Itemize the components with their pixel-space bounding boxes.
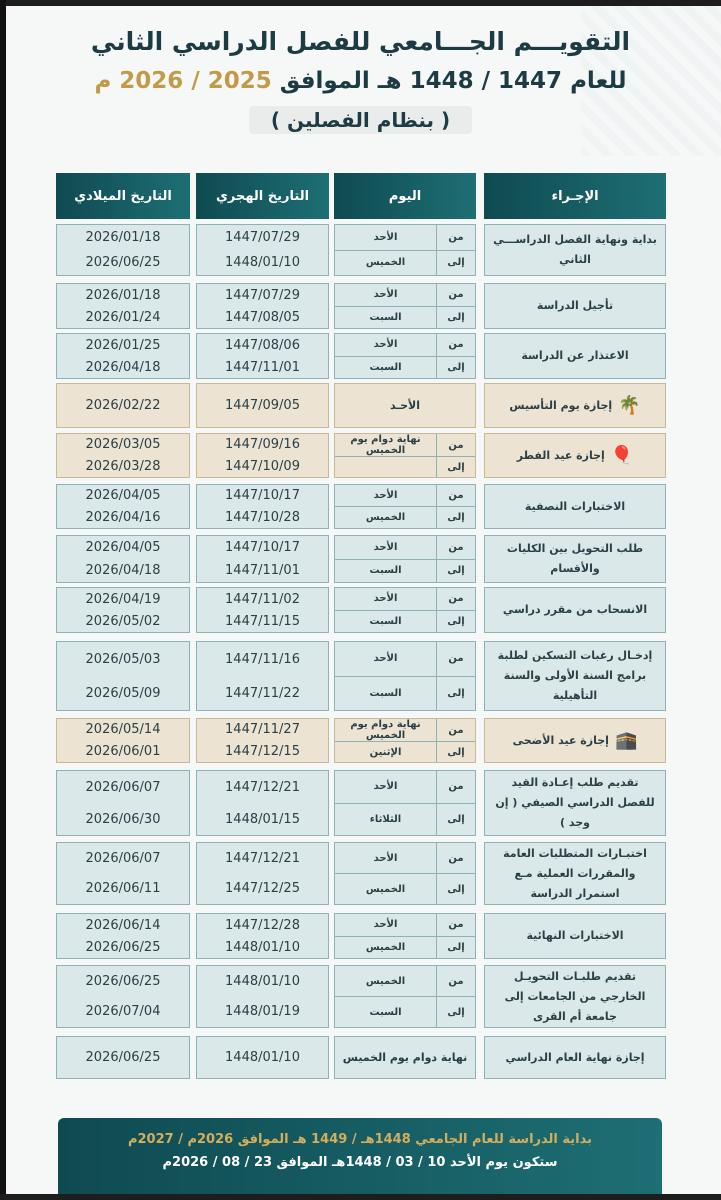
day-from: الأحد bbox=[373, 490, 398, 501]
holiday-icon: 🌴 bbox=[618, 394, 641, 416]
col-header-action: الإجـراء bbox=[484, 173, 666, 219]
footer-line-2: ستكون يوم الأحد 10 / 03 / 1448هـ الموافق 23 / 08 / 2026م bbox=[162, 1155, 558, 1170]
from-label: من bbox=[436, 225, 475, 250]
hijri-date-to: 1447/10/09 bbox=[225, 458, 300, 474]
frame-left bbox=[0, 0, 6, 1200]
day-from-row bbox=[335, 284, 475, 306]
hijri-date-to: 1448/01/15 bbox=[225, 811, 300, 827]
to-label: إلى bbox=[436, 997, 475, 1027]
day-cell bbox=[334, 333, 476, 379]
action-cell bbox=[484, 770, 666, 836]
action-text: تأجيل الدراسة bbox=[536, 299, 614, 312]
hijri-date-cell bbox=[196, 913, 329, 959]
day-cell bbox=[334, 433, 476, 478]
greg-date-to: 2026/05/09 bbox=[85, 685, 161, 701]
hijri-date-cell bbox=[196, 842, 329, 905]
day-cell bbox=[334, 587, 476, 633]
day-to: الخميس bbox=[365, 941, 406, 953]
action-cell bbox=[484, 965, 666, 1028]
system-label: ( بنظام الفصلين ) bbox=[249, 106, 472, 134]
greg-suffix: م bbox=[94, 68, 112, 94]
hijri-date-cell bbox=[196, 1036, 329, 1079]
hijri-years: 1447 / 1448 bbox=[409, 68, 563, 94]
action-text: إجازة عيد الفطر bbox=[516, 448, 605, 462]
day-from: الأحد bbox=[373, 541, 398, 553]
greg-date-cell bbox=[56, 965, 190, 1028]
day-to-row bbox=[335, 559, 475, 583]
hijri-date-to: 1448/01/19 bbox=[225, 1004, 300, 1020]
action-text: الاختبارات النصفية bbox=[524, 499, 626, 513]
greg-date-from: 2026/04/19 bbox=[85, 591, 161, 607]
hijri-date-to: 1447/11/01 bbox=[225, 359, 300, 375]
day-to: السبت bbox=[369, 687, 402, 699]
agree-word: الموافق bbox=[279, 68, 370, 94]
hijri-date-to: 1447/10/28 bbox=[225, 509, 300, 525]
to-label: إلى bbox=[436, 937, 475, 959]
frame-bottom bbox=[0, 1194, 721, 1200]
year-prefix: للعام bbox=[570, 68, 627, 94]
to-label: إلى bbox=[436, 307, 475, 329]
greg-date: 2026/06/25 bbox=[85, 1050, 161, 1065]
day-to-row bbox=[335, 873, 475, 904]
greg-date-from: 2026/04/05 bbox=[85, 488, 161, 504]
day-from-row bbox=[335, 485, 475, 506]
hijri-date-cell bbox=[196, 333, 329, 379]
hijri-date-from: 1447/11/02 bbox=[225, 591, 300, 607]
hijri-date-from: 1447/10/17 bbox=[225, 540, 300, 555]
page-header bbox=[0, 24, 721, 134]
from-label: من bbox=[436, 536, 475, 559]
day-cell bbox=[334, 913, 476, 959]
action-text: إجازة عيد الأضحى bbox=[512, 733, 609, 747]
day-from-row bbox=[335, 843, 475, 873]
action-text: اختبـارات المتطلبات العامة والمقررات العملية مـع استمرار الدراسة bbox=[503, 846, 647, 900]
greg-date-cell bbox=[56, 641, 190, 711]
day-from-row bbox=[335, 771, 475, 803]
hijri-date-from: 1447/11/16 bbox=[225, 651, 300, 667]
hijri-date-to: 1447/12/15 bbox=[225, 743, 300, 759]
day-to-row bbox=[335, 803, 475, 836]
day-to-row bbox=[335, 250, 475, 276]
day-to: السبت bbox=[369, 615, 402, 627]
day-from-row bbox=[335, 434, 475, 456]
from-label: من bbox=[436, 642, 475, 676]
day-cell bbox=[334, 965, 476, 1028]
from-label: من bbox=[436, 719, 475, 741]
greg-date-from: 2026/01/18 bbox=[85, 230, 161, 245]
hijri-date-cell bbox=[196, 718, 329, 763]
hijri-date-from: 1447/12/21 bbox=[225, 779, 300, 795]
greg-date-from: 2026/06/07 bbox=[85, 850, 161, 866]
action-cell bbox=[484, 224, 666, 276]
hijri-date-cell bbox=[196, 224, 329, 276]
hijri-date-cell bbox=[196, 587, 329, 633]
day-from-row bbox=[335, 914, 475, 936]
day-to: الخميس bbox=[365, 257, 406, 269]
greg-date-cell bbox=[56, 587, 190, 633]
action-cell bbox=[484, 283, 666, 329]
action-text: الاختبارات النهائية bbox=[526, 929, 624, 942]
to-label: إلى bbox=[436, 507, 475, 528]
from-label: من bbox=[436, 284, 475, 306]
day-from: نهاية دوام يوم الخميس bbox=[350, 434, 421, 456]
hijri-date-from: 1447/07/29 bbox=[225, 230, 300, 245]
day-to: السبت bbox=[369, 1006, 402, 1018]
hijri-date-cell bbox=[196, 641, 329, 711]
day-to-row bbox=[335, 506, 475, 528]
greg-date-to: 2026/06/30 bbox=[85, 811, 161, 827]
to-label: إلى bbox=[436, 560, 475, 583]
hijri-date-to: 1447/11/15 bbox=[225, 613, 300, 629]
action-text: إجازة نهاية العام الدراسي bbox=[505, 1050, 645, 1064]
to-label: إلى bbox=[436, 677, 475, 711]
greg-date-cell bbox=[56, 333, 190, 379]
action-cell bbox=[484, 433, 666, 478]
day-to-row bbox=[335, 936, 475, 959]
hijri-date-cell bbox=[196, 433, 329, 478]
day-from-row bbox=[335, 225, 475, 250]
day-cell bbox=[334, 484, 476, 529]
greg-date-to: 2026/07/04 bbox=[85, 1004, 161, 1020]
action-text: طلب التحويل بين الكليات والأقسام bbox=[506, 542, 644, 575]
action-cell bbox=[484, 587, 666, 633]
day-cell bbox=[334, 718, 476, 763]
hijri-date-from: 1447/12/28 bbox=[225, 917, 300, 933]
greg-date-from: 2026/06/14 bbox=[85, 917, 161, 933]
hijri-date-cell bbox=[196, 535, 329, 583]
action-text: تقديم طلبـات التحويـل الخارجي من الجامعات إلى جامعة أم القرى bbox=[504, 969, 646, 1023]
day-to: الإثنين bbox=[369, 746, 402, 758]
day-to-row bbox=[335, 996, 475, 1027]
greg-date-cell bbox=[56, 224, 190, 276]
greg-date-cell bbox=[56, 718, 190, 763]
from-label: من bbox=[436, 771, 475, 803]
greg-date-from: 2026/05/03 bbox=[85, 651, 161, 667]
day-to: السبت bbox=[369, 565, 402, 577]
day-cell bbox=[334, 224, 476, 276]
day-from-row bbox=[335, 536, 475, 559]
greg-date-cell bbox=[56, 913, 190, 959]
day-to-row bbox=[335, 610, 475, 633]
hijri-date-cell bbox=[196, 965, 329, 1028]
day-cell bbox=[334, 770, 476, 836]
greg-date-from: 2026/01/25 bbox=[85, 337, 161, 353]
action-cell bbox=[484, 913, 666, 959]
hijri-date-from: 1447/12/21 bbox=[225, 850, 300, 866]
from-label: من bbox=[436, 914, 475, 936]
action-cell bbox=[484, 535, 666, 583]
holiday-icon: 🎈 bbox=[610, 444, 634, 466]
to-label: إلى bbox=[436, 611, 475, 633]
hijri-date-from: 1447/08/06 bbox=[225, 337, 300, 353]
greg-date-from: 2026/03/05 bbox=[85, 437, 161, 453]
greg-date-to: 2026/06/25 bbox=[85, 255, 161, 270]
greg-date-cell bbox=[56, 484, 190, 529]
action-text: تقديم طلب إعـادة القيد للفصل الدراسي الصيفي ( إن وجد ) bbox=[495, 776, 655, 829]
greg-date-cell bbox=[56, 535, 190, 583]
greg-date-cell bbox=[56, 383, 190, 428]
to-label: إلى bbox=[436, 457, 475, 477]
greg-date-cell bbox=[56, 842, 190, 905]
day-from: الأحد bbox=[373, 781, 398, 793]
col-header-day: اليوم bbox=[334, 173, 476, 219]
col-header-hijri: التاريخ الهجري bbox=[196, 173, 329, 219]
day-from: الأحد bbox=[373, 852, 398, 864]
col-header-greg: التاريخ الميلادي bbox=[56, 173, 190, 219]
greg-date-from: 2026/06/25 bbox=[85, 973, 161, 989]
from-label: من bbox=[436, 334, 475, 356]
greg-date-from: 2026/05/14 bbox=[85, 722, 161, 738]
from-label: من bbox=[436, 966, 475, 996]
to-label: إلى bbox=[436, 804, 475, 836]
hijri-date-to: 1447/08/05 bbox=[225, 309, 300, 325]
day-to-row bbox=[335, 741, 475, 762]
hijri-date-cell bbox=[196, 484, 329, 529]
day-cell bbox=[334, 842, 476, 905]
greg-date-from: 2026/04/05 bbox=[85, 540, 161, 555]
day-to: الخميس bbox=[365, 883, 406, 895]
action-cell bbox=[484, 641, 666, 711]
action-cell bbox=[484, 383, 666, 428]
hijri-date-to: 1447/12/25 bbox=[225, 881, 300, 897]
day-cell: الأحـد bbox=[334, 383, 476, 428]
day-to: الخميس bbox=[365, 512, 406, 523]
holiday-icon: 🕋 bbox=[614, 729, 638, 751]
day-to-row bbox=[335, 356, 475, 379]
hijri-date-from: 1447/10/17 bbox=[225, 488, 300, 504]
day-to-row bbox=[335, 676, 475, 711]
hijri-date-to: 1448/01/10 bbox=[225, 255, 300, 270]
day-to: السبت bbox=[369, 311, 402, 323]
hijri-date-from: 1447/11/27 bbox=[225, 722, 300, 738]
day-from-row bbox=[335, 334, 475, 356]
greg-date-to: 2026/04/16 bbox=[85, 509, 161, 525]
footer-line-1: بداية الدراسة للعام الجامعي 1448هـ / 1449 هـ الموافق 2026م / 2027م bbox=[127, 1132, 593, 1147]
day-from-row bbox=[335, 719, 475, 741]
footer-banner bbox=[58, 1118, 662, 1196]
hijri-date-to: 1448/01/10 bbox=[225, 939, 300, 955]
action-cell bbox=[484, 333, 666, 379]
action-cell bbox=[484, 1036, 666, 1079]
day-to: السبت bbox=[369, 361, 402, 373]
page-title: التقويـــم الجـــامعي للفصل الدراسي الثاني bbox=[90, 27, 631, 56]
greg-date-to: 2026/06/25 bbox=[85, 939, 161, 955]
greg-date: 2026/02/22 bbox=[85, 398, 161, 413]
hijri-date-from: 1447/09/16 bbox=[225, 437, 300, 453]
from-label: من bbox=[436, 843, 475, 873]
hijri-date-cell bbox=[196, 283, 329, 329]
action-cell bbox=[484, 718, 666, 763]
day-from: الأحد bbox=[373, 653, 398, 665]
action-text: إجازة يوم التأسيس bbox=[509, 398, 613, 412]
day-from: الأحد bbox=[373, 919, 398, 931]
day-from: الأحد bbox=[373, 231, 398, 243]
hijri-date-to: 1447/11/01 bbox=[225, 563, 300, 578]
greg-date-from: 2026/06/07 bbox=[85, 779, 161, 795]
day-from: الأحد bbox=[373, 289, 398, 301]
greg-date-to: 2026/06/11 bbox=[85, 881, 161, 897]
action-text: الاعتذار عن الدراسة bbox=[521, 349, 629, 362]
day-from: نهاية دوام يوم الخميس bbox=[350, 719, 421, 741]
day-from-row bbox=[335, 966, 475, 996]
day-from: الأحد bbox=[373, 593, 398, 605]
hijri-date: 1447/09/05 bbox=[225, 398, 300, 413]
greg-date-to: 2026/04/18 bbox=[85, 359, 161, 375]
from-label: من bbox=[436, 588, 475, 610]
greg-date-from: 2026/01/18 bbox=[85, 287, 161, 303]
day-to: الثلاثاء bbox=[369, 813, 402, 825]
from-label: من bbox=[436, 485, 475, 506]
hijri-date-cell bbox=[196, 383, 329, 428]
day-from-row bbox=[335, 588, 475, 610]
day-to-row bbox=[335, 306, 475, 329]
to-label: إلى bbox=[436, 742, 475, 762]
greg-date-cell bbox=[56, 770, 190, 836]
hijri-date-to: 1447/11/22 bbox=[225, 685, 300, 701]
greg-date-to: 2026/04/18 bbox=[85, 563, 161, 578]
to-label: إلى bbox=[436, 874, 475, 904]
greg-date-cell bbox=[56, 1036, 190, 1079]
to-label: إلى bbox=[436, 357, 475, 379]
greg-date-to: 2026/05/02 bbox=[85, 613, 161, 629]
greg-years: 2025 / 2026 bbox=[119, 68, 272, 94]
hijri-date-from: 1448/01/10 bbox=[225, 973, 300, 989]
day-cell: نهاية دوام يوم الخميس bbox=[334, 1036, 476, 1079]
day-from-row bbox=[335, 642, 475, 676]
greg-date-to: 2026/06/01 bbox=[85, 743, 161, 759]
day-from: الأحد bbox=[373, 339, 398, 351]
from-label: من bbox=[436, 434, 475, 456]
greg-date-cell bbox=[56, 433, 190, 478]
to-label: إلى bbox=[436, 251, 475, 276]
page-subtitle bbox=[0, 64, 721, 98]
greg-date-to: 2026/03/28 bbox=[85, 458, 161, 474]
hijri-date-from: 1447/07/29 bbox=[225, 287, 300, 303]
day-cell bbox=[334, 641, 476, 711]
hijri-suffix: هـ bbox=[377, 68, 402, 94]
hijri-date-cell bbox=[196, 770, 329, 836]
action-text: الانسحاب من مقرر دراسي bbox=[502, 603, 648, 616]
day-to-row bbox=[335, 456, 475, 477]
day-cell bbox=[334, 535, 476, 583]
day-from: الخميس bbox=[365, 975, 406, 987]
greg-date-to: 2026/01/24 bbox=[85, 309, 161, 325]
action-cell bbox=[484, 484, 666, 529]
greg-date-cell bbox=[56, 283, 190, 329]
action-cell bbox=[484, 842, 666, 905]
action-text: بداية ونهاية الفصل الدراســـي الثاني bbox=[493, 233, 657, 266]
hijri-date: 1448/01/10 bbox=[225, 1050, 300, 1065]
action-text: إدخـال رغبات التسكين لطلبة برامج السنة الأولى والسنة التأهيلية bbox=[497, 649, 653, 702]
day-cell bbox=[334, 283, 476, 329]
